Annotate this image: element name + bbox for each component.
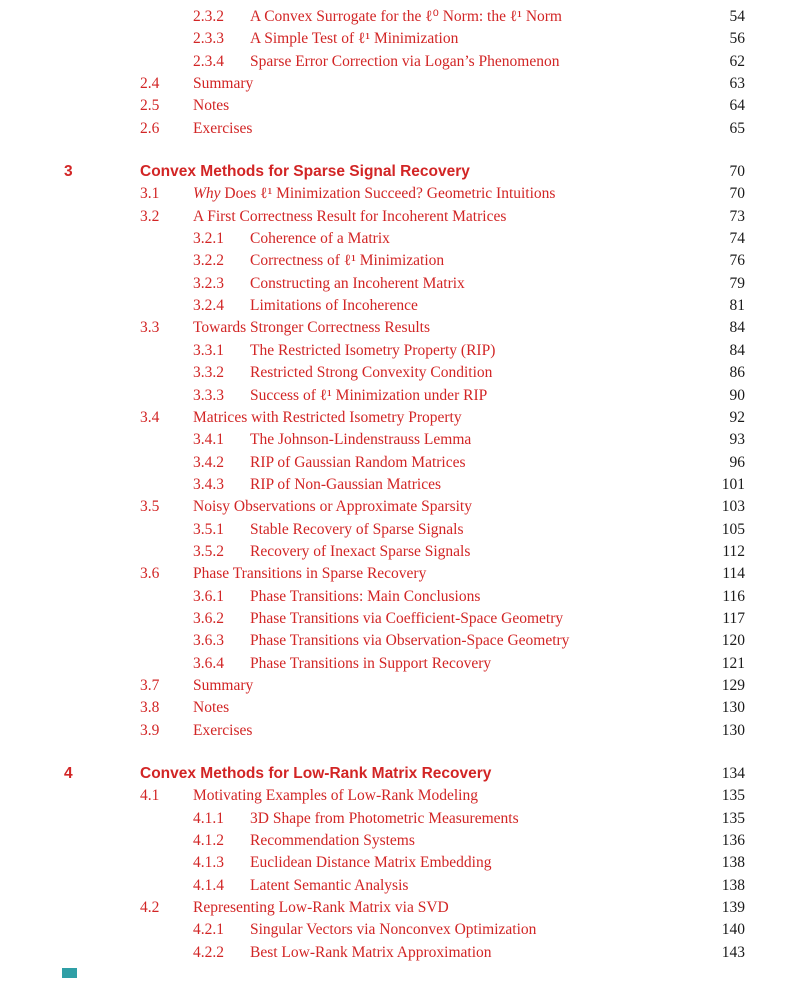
toc-entry: [0, 830, 809, 852]
toc-entry-page-number: 90: [729, 386, 745, 404]
toc-entry-number[interactable]: 3.7: [140, 676, 160, 694]
toc-entry-number[interactable]: 3.2.4: [193, 297, 224, 315]
toc-entry: [0, 919, 809, 941]
toc-entry-page-number: 93: [729, 431, 745, 449]
toc-entry: [0, 95, 809, 117]
toc-entry-page-number: 76: [729, 252, 745, 270]
toc-entry-number[interactable]: 2.4: [140, 75, 160, 93]
toc-entry-page-number: 105: [721, 520, 745, 538]
toc-entry-page-number: 138: [721, 876, 745, 894]
toc-entry: [0, 183, 809, 205]
toc-entry: [0, 340, 809, 362]
toc-entry-title-link[interactable]: Summary: [193, 676, 254, 694]
toc-entry-title-link[interactable]: Phase Transitions in Support Recovery: [250, 654, 492, 672]
toc-entry-number[interactable]: 3.4: [140, 408, 160, 426]
toc-entry: [0, 51, 809, 73]
toc-entry-page-number: 70: [729, 163, 745, 181]
toc-entry-page-number: 101: [721, 475, 745, 493]
toc-entry: [0, 429, 809, 451]
toc-entry-number[interactable]: 3.5: [140, 498, 160, 516]
toc-entry-page-number: 117: [722, 609, 745, 627]
toc-entry: [0, 852, 809, 874]
toc-entry-title-link[interactable]: Convex Methods for Low-Rank Matrix Recovery: [140, 765, 492, 782]
toc-entry-title-link[interactable]: Phase Transitions in Sparse Recovery: [193, 565, 427, 583]
toc-entry-page-number: 143: [721, 943, 745, 961]
toc-entry-number[interactable]: 3.6.2: [193, 609, 224, 627]
toc-entry-number[interactable]: 3.8: [140, 699, 160, 717]
toc-entry-title-link[interactable]: Phase Transitions via Coefficient-Space Geometry: [250, 609, 564, 627]
toc-entry: [0, 897, 809, 919]
toc-entry-title-link[interactable]: Representing Low-Rank Matrix via SVD: [193, 899, 449, 917]
toc-entry: [0, 407, 809, 429]
toc-entry-number[interactable]: 3.1: [140, 185, 160, 203]
toc-entry-number[interactable]: 3.2.3: [193, 274, 224, 292]
toc-entry-number[interactable]: 2.3.4: [193, 52, 224, 70]
toc-entry-title-link[interactable]: Matrices with Restricted Isometry Property: [193, 408, 462, 426]
toc-entry-number[interactable]: 3.6.3: [193, 632, 224, 650]
toc-entry-title-link[interactable]: The Restricted Isometry Property (RIP): [250, 341, 496, 359]
toc-entry-title-link[interactable]: 3D Shape from Photometric Measurements: [250, 809, 519, 827]
toc-entry-page-number: 134: [721, 765, 745, 782]
toc-entry-title-link[interactable]: Towards Stronger Correctness Results: [193, 319, 430, 337]
toc-entry-number[interactable]: 3.5.2: [193, 542, 224, 560]
toc-entry-page-number: 120: [721, 632, 745, 650]
toc-entry: [0, 586, 809, 608]
toc-entry: [0, 808, 809, 830]
toc-entry: [0, 73, 809, 95]
toc-entry: [0, 206, 809, 228]
toc-entry-number[interactable]: 4.1.4: [193, 876, 224, 894]
toc-entry-number[interactable]: 2.5: [140, 97, 160, 115]
toc-entry-title-link[interactable]: RIP of Non-Gaussian Matrices: [250, 475, 441, 493]
toc-entry-number[interactable]: 3.3.1: [193, 341, 224, 359]
toc-entry-page-number: 139: [721, 899, 745, 917]
toc-entry-number[interactable]: 4: [64, 765, 73, 782]
toc-entry-page-number: 84: [729, 341, 745, 359]
toc-entry: [0, 675, 809, 697]
toc-entry-title-link[interactable]: Stable Recovery of Sparse Signals: [250, 520, 464, 538]
toc-entry-title-link[interactable]: Exercises: [193, 119, 253, 137]
toc-entry: [0, 250, 809, 272]
toc-entry: [0, 630, 809, 652]
toc-entry-number[interactable]: 3.2: [140, 207, 160, 225]
toc-entry-title-link[interactable]: Recovery of Inexact Sparse Signals: [250, 542, 471, 560]
toc-entry: [0, 228, 809, 250]
toc-entry-title-link[interactable]: A Convex Surrogate for the ℓ⁰ Norm: the ℓ¹ Norm: [250, 8, 562, 25]
toc-entry-page-number: 54: [729, 8, 745, 25]
toc-entry-title-link[interactable]: A Simple Test of ℓ¹ Minimization: [250, 30, 459, 48]
toc-entry: [0, 563, 809, 585]
toc-entry-page-number: 129: [721, 676, 745, 694]
toc-entry-page-number: 64: [729, 97, 745, 115]
toc-entry-title-link[interactable]: The Johnson-Lindenstrauss Lemma: [250, 431, 472, 449]
toc-entry-number[interactable]: 3.2.1: [193, 230, 224, 248]
toc-entry-number[interactable]: 3: [64, 163, 73, 181]
toc-entry-number[interactable]: 4.2.1: [193, 921, 224, 939]
table-of-contents: [0, 6, 809, 964]
toc-entry-number[interactable]: 4.2.2: [193, 943, 224, 961]
toc-entry-title-link[interactable]: Limitations of Incoherence: [250, 297, 418, 315]
toc-entry-number[interactable]: 4.2: [140, 899, 160, 917]
toc-entry-page-number: 130: [721, 699, 745, 717]
toc-entry: [0, 785, 809, 807]
toc-entry-number[interactable]: 3.3: [140, 319, 160, 337]
toc-entry-page-number: 63: [729, 75, 745, 93]
toc-entry-number[interactable]: 3.9: [140, 721, 160, 739]
toc-entry-title-link[interactable]: Notes: [193, 97, 230, 115]
toc-entry: [0, 720, 809, 742]
toc-section-gap: [0, 742, 809, 763]
toc-entry-page-number: 73: [729, 207, 745, 225]
toc-entry-page-number: 116: [722, 587, 745, 605]
toc-entry-number[interactable]: 3.6: [140, 565, 160, 583]
toc-entry-title-link[interactable]: Recommendation Systems: [250, 832, 415, 850]
toc-entry-page-number: 135: [721, 809, 745, 827]
toc-entry-number[interactable]: 3.4.1: [193, 431, 224, 449]
toc-entry-number[interactable]: 3.4.3: [193, 475, 224, 493]
toc-section-gap: [0, 140, 809, 161]
toc-entry-title-link[interactable]: Coherence of a Matrix: [250, 230, 390, 248]
toc-entry-page-number: 130: [721, 721, 745, 739]
toc-entry-title-link[interactable]: Euclidean Distance Matrix Embedding: [250, 854, 492, 872]
toc-entry-number[interactable]: 4.1.1: [193, 809, 224, 827]
toc-entry: [0, 273, 809, 295]
toc-entry-number[interactable]: 4.1.2: [193, 832, 224, 850]
toc-entry-page-number: 86: [729, 364, 745, 382]
toc-entry-page-number: 81: [729, 297, 745, 315]
toc-entry-title-link[interactable]: Sparse Error Correction via Logan’s Phenomenon: [250, 52, 560, 70]
toc-entry-number[interactable]: 3.4.2: [193, 453, 224, 471]
toc-entry: [0, 6, 809, 28]
toc-entry-number[interactable]: 4.1: [140, 787, 160, 805]
toc-entry-title-link[interactable]: Phase Transitions: Main Conclusions: [250, 587, 481, 605]
toc-entry-title-link[interactable]: Correctness of ℓ¹ Minimization: [250, 252, 445, 270]
toc-entry-page-number: 62: [729, 52, 745, 70]
toc-entry-title-emphasis: Why: [193, 185, 221, 203]
toc-entry-number[interactable]: 4.1.3: [193, 854, 224, 872]
toc-entry-page-number: 112: [722, 542, 745, 560]
toc-entry-title-link[interactable]: Exercises: [193, 721, 253, 739]
toc-entry-page-number: 74: [729, 230, 745, 248]
toc-entry: [0, 28, 809, 50]
toc-entry: [0, 385, 809, 407]
toc-entry-title-link[interactable]: Why Does ℓ¹ Minimization Succeed? Geometric Intuitions: [193, 185, 556, 203]
toc-entry-title-link[interactable]: Notes: [193, 699, 230, 717]
toc-entry: [0, 161, 809, 183]
toc-entry: [0, 541, 809, 563]
toc-entry-number[interactable]: 3.6.1: [193, 587, 224, 605]
toc-entry-number[interactable]: 3.3.2: [193, 364, 224, 382]
toc-entry-title-link[interactable]: Convex Methods for Sparse Signal Recovery: [140, 163, 470, 181]
toc-entry: [0, 653, 809, 675]
toc-entry-number[interactable]: 2.3.2: [193, 8, 224, 25]
toc-entry-title-link[interactable]: Singular Vectors via Nonconvex Optimization: [250, 921, 537, 939]
toc-entry-title-link[interactable]: Best Low-Rank Matrix Approximation: [250, 943, 492, 961]
toc-entry-page-number: 138: [721, 854, 745, 872]
toc-entry-number[interactable]: 3.5.1: [193, 520, 224, 538]
toc-entry-page-number: 70: [729, 185, 745, 203]
toc-entry-title-link[interactable]: Constructing an Incoherent Matrix: [250, 274, 465, 292]
toc-entry-page-number: 114: [722, 565, 745, 583]
toc-entry-page-number: 103: [721, 498, 745, 516]
toc-entry: [0, 697, 809, 719]
toc-entry: [0, 519, 809, 541]
toc-entry-page-number: 79: [729, 274, 745, 292]
toc-entry: [0, 496, 809, 518]
toc-entry: [0, 763, 809, 785]
toc-entry-page-number: 65: [729, 119, 745, 137]
toc-entry-number[interactable]: 3.3.3: [193, 386, 224, 404]
toc-entry-number[interactable]: 3.2.2: [193, 252, 224, 270]
toc-entry-title-link[interactable]: Success of ℓ¹ Minimization under RIP: [250, 386, 488, 404]
toc-entry-page-number: 92: [729, 408, 745, 426]
toc-entry-page-number: 56: [729, 30, 745, 48]
toc-entry-title-link[interactable]: RIP of Gaussian Random Matrices: [250, 453, 466, 471]
toc-entry: [0, 452, 809, 474]
toc-entry-number[interactable]: 2.6: [140, 119, 160, 137]
toc-entry: [0, 942, 809, 964]
toc-entry-page-number: 136: [721, 832, 745, 850]
toc-entry: [0, 875, 809, 897]
toc-entry-title-link[interactable]: Latent Semantic Analysis: [250, 876, 409, 894]
toc-entry: [0, 474, 809, 496]
toc-entry-page-number: 140: [721, 921, 745, 939]
toc-entry-title-link[interactable]: Summary: [193, 75, 254, 93]
toc-entry: [0, 118, 809, 140]
toc-entry-page-number: 96: [729, 453, 745, 471]
toc-entry-page-number: 121: [721, 654, 745, 672]
toc-entry: [0, 317, 809, 339]
toc-entry: [0, 295, 809, 317]
toc-entry-title-link[interactable]: Noisy Observations or Approximate Sparsity: [193, 498, 472, 516]
link-highlight-artifact: [62, 968, 77, 978]
toc-entry-title-link[interactable]: Phase Transitions via Observation-Space Geometry: [250, 632, 570, 650]
toc-entry-title-link[interactable]: A First Correctness Result for Incoherent Matrices: [193, 207, 507, 225]
toc-entry-page-number: 135: [721, 787, 745, 805]
toc-entry: [0, 608, 809, 630]
toc-entry-title-link[interactable]: Restricted Strong Convexity Condition: [250, 364, 493, 382]
toc-entry: [0, 362, 809, 384]
toc-entry-number[interactable]: 2.3.3: [193, 30, 224, 48]
toc-entry-title-link[interactable]: Motivating Examples of Low-Rank Modeling: [193, 787, 478, 805]
toc-entry-page-number: 84: [729, 319, 745, 337]
toc-entry-number[interactable]: 3.6.4: [193, 654, 224, 672]
